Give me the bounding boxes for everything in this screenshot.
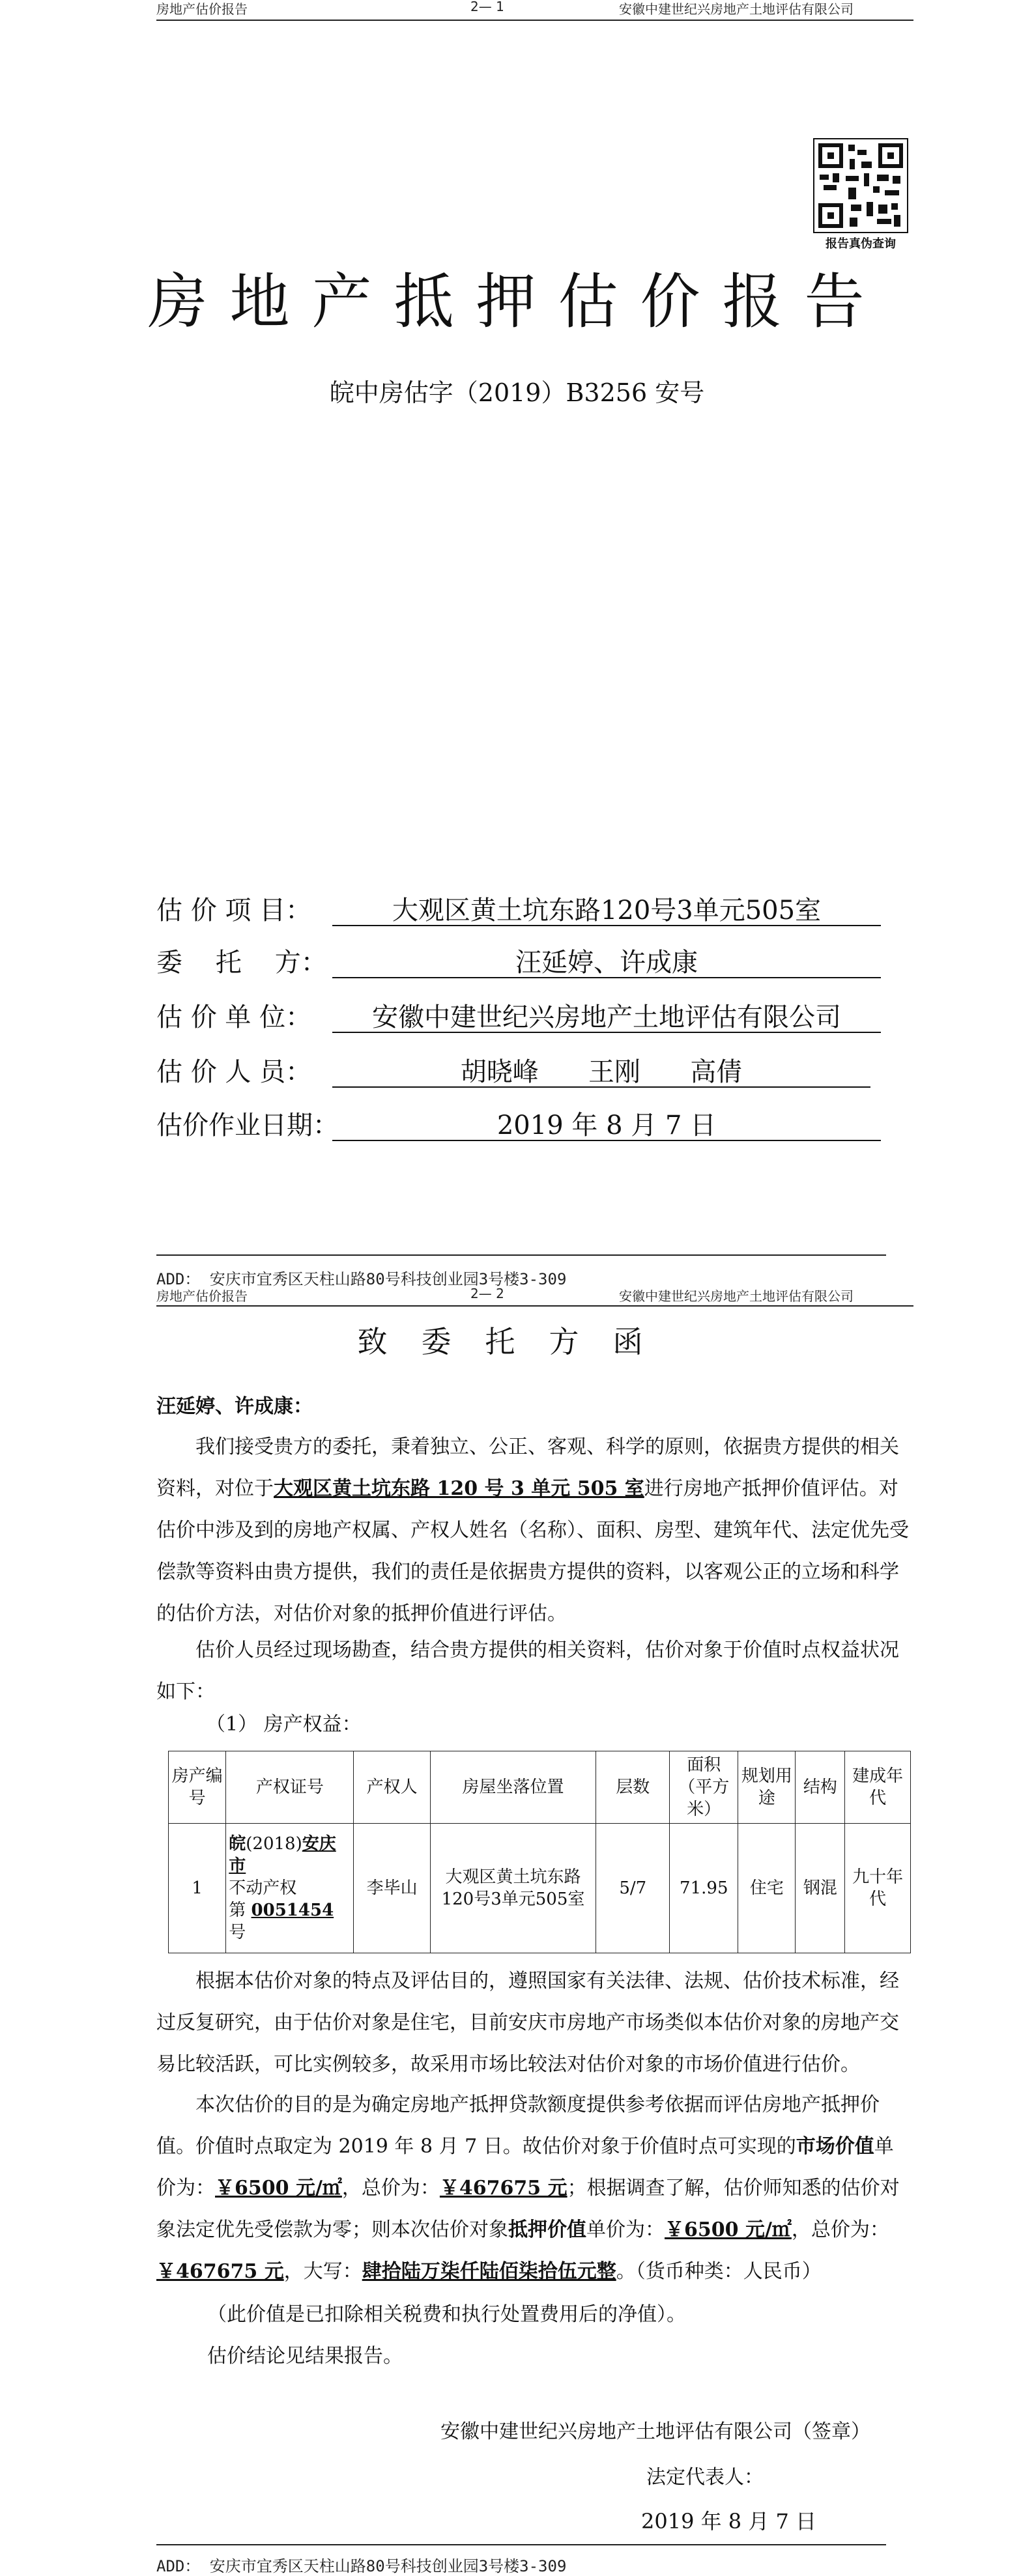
letter-title: 致委托方函 bbox=[357, 1324, 677, 1359]
cover-label: 委 托 方： bbox=[156, 948, 327, 978]
cover-value: 大观区黄土坑东路120号3单元505室 bbox=[332, 890, 881, 926]
letter-salutation: 汪延婷、许成康： bbox=[156, 1395, 313, 1418]
running-header-left: 房地产估价报告 bbox=[156, 1, 248, 17]
cell-built: 九十年代 bbox=[845, 1824, 911, 1953]
report-title: 房地产抵押估价报告 bbox=[147, 267, 887, 337]
market-unit-price: ￥6500 元/㎡ bbox=[215, 2177, 342, 2200]
letter-paragraph-1 bbox=[156, 1426, 912, 1635]
text-run: 进行房地产抵押价值评估。对估价中涉及到的房地产权属、产权人姓名（名称）、面积、房型、建筑年代、法定优先受偿款等资料由贵方提供，我们的责任是依据贵方提供的资料，以客观公正的立场和科学的估价方法，对估价对象的抵押价值进行评估。 bbox=[156, 1477, 909, 1625]
table-header-row bbox=[169, 1751, 911, 1824]
cert-part: (2018) bbox=[246, 1834, 302, 1854]
qr-caption: 报告真伪查询 bbox=[826, 237, 896, 251]
running-header-right: 安徽中建世纪兴房地产土地评估有限公司 bbox=[619, 1288, 854, 1304]
footer-address: ADD： 安庆市宜秀区天柱山路80号科技创业园3号楼3-309 bbox=[156, 1270, 567, 1288]
market-value-label: 市场价值 bbox=[796, 2135, 874, 2158]
cert-part: 皖 bbox=[229, 1834, 246, 1854]
text-run: ，大写： bbox=[283, 2260, 362, 2283]
text-run: ；根据调查了解，估价师知悉的估价对象法定优先受偿款为零；则本次估价对象 bbox=[156, 2177, 900, 2241]
text-run: 单价为： bbox=[156, 2135, 894, 2200]
cell-location: 大观区黄土坑东路120号3单元505室 bbox=[430, 1824, 596, 1953]
table-header: 建成年代 bbox=[845, 1751, 911, 1824]
running-header-left: 房地产估价报告 bbox=[156, 1288, 248, 1304]
table-header: 面积（平方米） bbox=[670, 1751, 738, 1824]
text-run: 我们接受贵方的委托，秉着独立、公正、客观、科学的原则，依据贵方提供的相关资料，对位于 bbox=[156, 1436, 899, 1500]
cover-label: 估 价 项 目： bbox=[156, 896, 312, 926]
text-run: 单价为： bbox=[586, 2218, 665, 2241]
page-number: 2— 2 bbox=[470, 1286, 504, 1301]
table-header: 房屋坐落位置 bbox=[430, 1751, 596, 1824]
text-run: 本次估价的目的是为确定房地产抵押贷款额度提供参考依据而评估房地产抵押价值。价值时点取定为 2019 年 8 月 7 日。故估价对象于价值时点可实现的 bbox=[156, 2093, 880, 2158]
header-rule bbox=[156, 20, 913, 21]
cert-part: 第 bbox=[229, 1901, 246, 1920]
letter-paragraph-2: 估价人员经过现场勘查，结合贵方提供的相关资料，估价对象于价值时点权益状况如下： bbox=[156, 1639, 899, 1703]
letter-paragraph-4 bbox=[156, 2084, 912, 2293]
page-number: 2— 1 bbox=[470, 0, 504, 14]
footer-address: ADD： 安庆市宜秀区天柱山路80号科技创业园3号楼3-309 bbox=[156, 2557, 567, 2575]
property-rights-table bbox=[168, 1751, 911, 1953]
table-header: 房产编号 bbox=[169, 1751, 226, 1824]
mortgage-value-label: 抵押价值 bbox=[508, 2218, 586, 2241]
cell-cert bbox=[226, 1824, 354, 1953]
cell-no: 1 bbox=[169, 1824, 226, 1953]
text-run: ，总价为： bbox=[791, 2218, 889, 2241]
text-run: ，总价为： bbox=[341, 2177, 440, 2200]
signature-company: 安徽中建世纪兴房地产土地评估有限公司（签章） bbox=[440, 2420, 870, 2443]
cert-part: 号 bbox=[229, 1923, 246, 1942]
report-number: 皖中房估字（2019）B3256 安号 bbox=[329, 378, 705, 407]
cover-value: 安徽中建世纪兴房地产土地评估有限公司 bbox=[332, 997, 881, 1033]
letter-paragraph-3: 根据本估价对象的特点及评估目的，遵照国家有关法律、法规、估价技术标准，经过反复研究，由于估价对象是住宅，目前安庆市房地产市场类似本估价对象的房地产交易比较活跃，可比实例较多，故采用市场比较法对估价对象的市场价值进行估价。 bbox=[156, 1970, 899, 2076]
header-rule bbox=[156, 1305, 913, 1307]
cover-label: 估 价 单 位： bbox=[156, 1002, 312, 1032]
letter-paragraph-6: 估价结论见结果报告。 bbox=[207, 2345, 403, 2368]
qr-code bbox=[813, 138, 908, 233]
table-header: 结构 bbox=[796, 1751, 845, 1824]
cover-label: 估价作业日期： bbox=[156, 1111, 339, 1140]
cell-owner: 李毕山 bbox=[354, 1824, 430, 1953]
table-row bbox=[169, 1824, 911, 1953]
valuation-object: 大观区黄土坑东路 120 号 3 单元 505 室 bbox=[274, 1477, 644, 1500]
cell-area: 71.95 bbox=[670, 1824, 738, 1953]
footer-rule bbox=[156, 2544, 886, 2545]
cell-use: 住宅 bbox=[738, 1824, 796, 1953]
cover-label: 估 价 人 员： bbox=[156, 1057, 312, 1087]
market-total-price: ￥467675 元 bbox=[439, 2177, 567, 2200]
table-header: 产权证号 bbox=[226, 1751, 354, 1824]
cell-floors: 5/7 bbox=[596, 1824, 670, 1953]
rights-heading: （1） 房产权益： bbox=[206, 1713, 362, 1736]
cover-value: 汪延婷、许成康 bbox=[332, 942, 881, 978]
running-header-right: 安徽中建世纪兴房地产土地评估有限公司 bbox=[619, 1, 854, 17]
signature-date: 2019 年 8 月 7 日 bbox=[641, 2509, 817, 2534]
mortgage-total-price: ￥467675 元 bbox=[156, 2260, 284, 2283]
letter-paragraph-5: （此价值是已扣除相关税费和执行处置费用后的净值）。 bbox=[207, 2303, 686, 2326]
cover-value: 2019 年 8 月 7 日 bbox=[332, 1105, 881, 1141]
cert-part: 安庆市 bbox=[229, 1834, 336, 1876]
cover-value: 胡晓峰 王刚 高倩 bbox=[332, 1051, 870, 1088]
table-header: 规划用途 bbox=[738, 1751, 796, 1824]
cert-part: 不动产权 bbox=[229, 1878, 297, 1898]
text-run: 。（货币种类：人民币） bbox=[616, 2260, 822, 2283]
footer-rule bbox=[156, 1254, 886, 1256]
table-header: 层数 bbox=[596, 1751, 670, 1824]
amount-in-words: 肆拾陆万柒仟陆佰柒拾伍元整 bbox=[362, 2260, 616, 2283]
cell-structure: 钢混 bbox=[796, 1824, 845, 1953]
cert-part: 0051454 bbox=[251, 1901, 334, 1920]
signature-representative: 法定代表人： bbox=[646, 2466, 764, 2489]
table-header: 产权人 bbox=[354, 1751, 430, 1824]
mortgage-unit-price: ￥6500 元/㎡ bbox=[665, 2218, 792, 2241]
